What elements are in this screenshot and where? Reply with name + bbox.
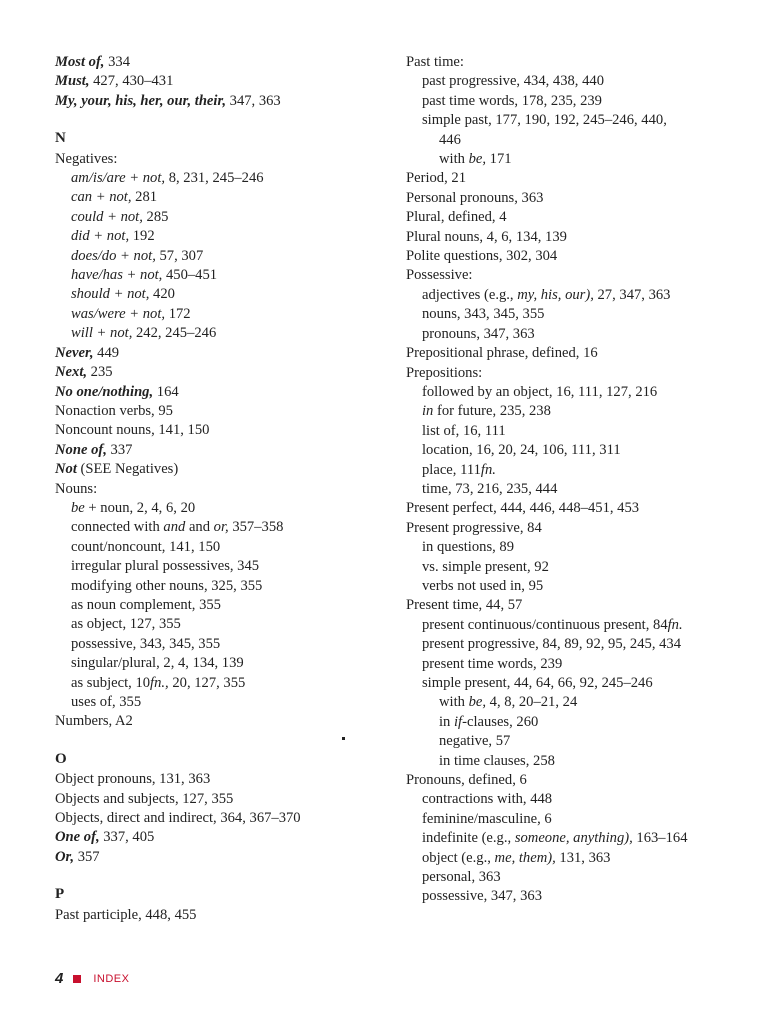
entry-term: should + not, (71, 286, 150, 303)
entry-text-part: with (439, 694, 469, 711)
page-footer (55, 970, 129, 987)
entry-term: did + not, (71, 228, 130, 245)
entry-term: negative, 57 (439, 733, 511, 750)
entry-text-part: 357–358 (228, 519, 284, 536)
entry-text-part: and (163, 519, 186, 536)
index-entry (406, 169, 746, 188)
index-entry (55, 848, 375, 867)
entry-pages: 192 (129, 228, 155, 245)
entry-text-part: fn. (480, 461, 496, 478)
entry-term: My, your, his, her, our, their, (55, 92, 226, 109)
entry-term: am/is/are + not, (71, 170, 166, 187)
entry-term: None of, (55, 441, 107, 458)
index-entry (55, 92, 375, 111)
entry-term: Past time: (406, 54, 464, 70)
index-entry (406, 208, 746, 227)
entry-pages: 334 (104, 54, 131, 70)
entry-term: Present perfect, 444, 446, 448–451, 453 (406, 500, 640, 517)
index-entry (406, 344, 746, 363)
entry-pages: 285 (142, 208, 169, 225)
index-entry (55, 712, 375, 731)
entry-term: Objects, direct and indirect, 364, 367–370 (55, 810, 301, 827)
index-subentry (406, 868, 746, 887)
entry-pages: 337 (106, 441, 133, 458)
entry-term: have/has + not, (71, 267, 163, 284)
section-letter-text: N (55, 130, 66, 147)
entry-term: Past participle, 448, 455 (55, 906, 197, 923)
entry-term: Objects and subjects, 127, 355 (55, 790, 234, 807)
section-letter-text: P (55, 886, 65, 903)
index-subentry (406, 72, 746, 91)
entry-term: possessive, 347, 363 (422, 888, 542, 905)
index-entry (406, 596, 746, 615)
entry-term: 446 (439, 131, 461, 148)
index-subentry (406, 616, 746, 635)
entry-term: Possessive: (406, 267, 473, 284)
entry-text-part: be, (468, 694, 487, 711)
entry-text-part: present continuous/continuous present, 84 (422, 616, 668, 633)
index-entry (406, 247, 746, 266)
index-entry (55, 421, 375, 440)
index-subentry (55, 169, 375, 188)
index-subentry (55, 635, 375, 654)
entry-term: Prepositions: (406, 364, 483, 381)
entry-text-part: me, them), (494, 849, 556, 866)
index-subentry (406, 849, 746, 868)
entry-term: simple present, 44, 64, 66, 92, 245–246 (422, 675, 653, 691)
entry-text-part: fn., (150, 674, 169, 691)
index-subentry (55, 557, 375, 576)
index-entry (55, 72, 375, 91)
stray-dot (342, 737, 345, 740)
entry-term: be (71, 499, 85, 516)
entry-term: past progressive, 434, 438, 440 (422, 73, 604, 90)
index-entry (406, 519, 746, 538)
index-subentry (406, 558, 746, 577)
section-letter (55, 129, 375, 148)
index-subentry (55, 285, 375, 304)
entry-term: uses of, 355 (71, 694, 142, 710)
index-entry (55, 770, 375, 789)
entry-term: Pronouns, defined, 6 (406, 772, 527, 789)
index-subentry (55, 596, 375, 615)
index-entry (406, 228, 746, 247)
index-entry (55, 809, 375, 828)
entry-text-part: be, (468, 151, 487, 168)
entry-pages: (SEE Negatives) (76, 461, 179, 478)
index-subentry (406, 131, 746, 150)
entry-text-part: 4, 8, 20–21, 24 (486, 694, 578, 711)
entry-text-part: if (454, 713, 463, 730)
entry-pages: + noun, 2, 4, 6, 20 (84, 499, 196, 516)
entry-term: Not (55, 461, 77, 478)
entry-term: Must, (55, 73, 90, 90)
entry-text-part: 20, 127, 355 (168, 674, 246, 691)
index-subentry (406, 674, 746, 693)
entry-term: will + not, (71, 325, 133, 342)
index-entry (55, 344, 375, 363)
index-entry (406, 364, 746, 383)
entry-term: simple past, 177, 190, 192, 245–246, 440, (422, 112, 667, 129)
index-subentry (55, 693, 375, 712)
entry-term: Personal pronouns, 363 (406, 189, 544, 206)
entry-term: personal, 363 (422, 869, 501, 886)
entry-text-part: or, (213, 519, 229, 536)
index-subentry (55, 577, 375, 596)
entry-term: list of, 16, 111 (422, 422, 506, 439)
index-subentry (406, 538, 746, 557)
entry-term: Present progressive, 84 (406, 519, 542, 536)
index-subentry (406, 577, 746, 596)
index-column-left (55, 53, 375, 925)
entry-term: as object, 127, 355 (71, 616, 181, 633)
entry-pages: 427, 430–431 (89, 73, 174, 90)
entry-text-part: fn. (667, 616, 683, 633)
entry-term: singular/plural, 2, 4, 134, 139 (71, 655, 244, 672)
index-entry (55, 150, 375, 169)
entry-term: Period, 21 (406, 170, 466, 187)
index-entry (55, 383, 375, 402)
entry-term: pronouns, 347, 363 (422, 325, 535, 342)
entry-term: Numbers, A2 (55, 713, 133, 730)
entry-text-part: place, 111 (422, 461, 481, 478)
entry-term: Or, (55, 848, 75, 865)
index-entry (55, 363, 375, 382)
entry-term: irregular plural possessives, 345 (71, 558, 260, 575)
index-subentry (55, 227, 375, 246)
index-subentry (406, 829, 746, 848)
entry-term: Object pronouns, 131, 363 (55, 771, 211, 788)
index-subentry (55, 188, 375, 207)
entry-text-part: in (439, 713, 454, 730)
index-entry (55, 441, 375, 460)
entry-term: modifying other nouns, 325, 355 (71, 577, 263, 594)
entry-pages: 8, 231, 245–246 (165, 170, 264, 187)
index-subentry (406, 461, 746, 480)
entry-term: Polite questions, 302, 304 (406, 248, 558, 265)
index-subentry (406, 887, 746, 906)
entry-text-part: connected with (71, 519, 164, 536)
entry-term: followed by an object, 16, 111, 127, 216 (422, 383, 658, 400)
index-subentry (55, 247, 375, 266)
entry-text-part: indefinite (e.g., (422, 830, 515, 847)
index-entry (406, 189, 746, 208)
index-subentry (406, 150, 746, 169)
entry-text-part: as subject, 10 (71, 674, 151, 691)
entry-pages: 164 (153, 383, 179, 400)
index-entry (406, 499, 746, 518)
entry-term: verbs not used in, 95 (422, 577, 544, 594)
entry-term: present progressive, 84, 89, 92, 95, 245, 434 (422, 636, 682, 653)
index-subentry (406, 655, 746, 674)
entry-term: present time words, 239 (422, 655, 563, 672)
entry-term: was/were + not, (71, 305, 166, 322)
index-entry (55, 480, 375, 499)
index-subentry (55, 538, 375, 557)
entry-term: Present time, 44, 57 (406, 597, 523, 614)
index-subentry (406, 402, 746, 421)
entry-text-part: someone, anything), (514, 830, 633, 847)
entry-term: Most of, (55, 54, 105, 70)
footer-square-icon (73, 975, 81, 983)
index-entry (55, 906, 375, 925)
entry-text-part: and (185, 519, 214, 536)
entry-term: feminine/masculine, 6 (422, 810, 552, 827)
footer-label: INDEX (93, 972, 130, 985)
entry-pages: 347, 363 (226, 92, 281, 109)
index-subentry (406, 383, 746, 402)
entry-text-part: -clauses, 260 (462, 713, 539, 730)
entry-text-part: object (e.g., (422, 849, 495, 866)
index-subentry (55, 518, 375, 537)
index-subentry (406, 286, 746, 305)
entry-pages: 357 (74, 848, 100, 865)
entry-term: location, 16, 20, 24, 106, 111, 311 (422, 442, 621, 459)
entry-term: nouns, 343, 345, 355 (422, 306, 545, 323)
entry-pages: 420 (149, 286, 175, 303)
index-subentry (406, 713, 746, 732)
entry-term: can + not, (71, 189, 132, 206)
entry-text-part: with (439, 151, 469, 168)
entry-text-part: my, his, our), (517, 286, 594, 303)
entry-text-part: in (422, 403, 434, 420)
entry-text-part: 131, 363 (555, 849, 611, 866)
entry-text-part: for future, 235, 238 (433, 403, 551, 420)
section-letter (55, 750, 375, 769)
entry-term: Nonaction verbs, 95 (55, 402, 173, 419)
entry-pages: 281 (131, 189, 158, 206)
entry-term: vs. simple present, 92 (422, 558, 549, 575)
entry-pages: 449 (93, 344, 120, 361)
index-subentry (406, 441, 746, 460)
entry-term: Noncount nouns, 141, 150 (55, 422, 210, 439)
entry-term: Nouns: (55, 480, 98, 497)
index-subentry (406, 111, 746, 130)
entry-pages: 242, 245–246 (132, 325, 217, 342)
index-entry (406, 771, 746, 790)
entry-term: Never, (55, 344, 94, 361)
index-subentry (406, 732, 746, 751)
entry-term: in time clauses, 258 (439, 752, 555, 769)
entry-term: Negatives: (55, 150, 118, 167)
entry-term: possessive, 343, 345, 355 (71, 635, 221, 652)
index-subentry (406, 810, 746, 829)
section-letter-text: O (55, 750, 67, 767)
index-subentry (406, 790, 746, 809)
index-entry (55, 828, 375, 847)
entry-term: One of, (55, 829, 100, 846)
index-subentry (55, 615, 375, 634)
index-entry (55, 460, 375, 479)
entry-term: Next, (55, 364, 88, 381)
entry-term: does/do + not, (71, 247, 156, 264)
entry-term: could + not, (71, 208, 143, 225)
index-entry (55, 790, 375, 809)
index-subentry (406, 635, 746, 654)
entry-term: No one/nothing, (55, 383, 154, 400)
entry-term: Plural nouns, 4, 6, 134, 139 (406, 228, 567, 245)
index-subentry (406, 480, 746, 499)
index-entry (406, 266, 746, 285)
index-subentry (406, 325, 746, 344)
index-subentry (55, 208, 375, 227)
page-number: 4 (55, 970, 64, 987)
index-entry (55, 402, 375, 421)
index-column-right (406, 53, 746, 907)
index-subentry (406, 422, 746, 441)
entry-pages: 337, 405 (99, 829, 155, 846)
index-subentry (406, 305, 746, 324)
entry-term: Plural, defined, 4 (406, 209, 507, 226)
entry-term: contractions with, 448 (422, 791, 553, 808)
index-subentry (55, 324, 375, 343)
index-subentry (406, 693, 746, 712)
entry-text-part: adjectives (e.g., (422, 286, 518, 303)
index-subentry (55, 654, 375, 673)
index-subentry (55, 674, 375, 693)
entry-pages: 235 (87, 364, 113, 381)
entry-pages: 172 (165, 305, 191, 322)
index-subentry (55, 266, 375, 285)
index-subentry (406, 752, 746, 771)
entry-term: count/noncount, 141, 150 (71, 538, 221, 555)
entry-text-part: 163–164 (632, 830, 688, 847)
entry-text-part: 27, 347, 363 (593, 286, 671, 303)
section-letter (55, 885, 375, 904)
entry-term: in questions, 89 (422, 539, 515, 556)
entry-pages: 57, 307 (155, 247, 204, 264)
entry-text-part: 171 (486, 151, 512, 168)
entry-term: as noun complement, 355 (71, 596, 221, 613)
index-entry (406, 53, 746, 72)
entry-term: past time words, 178, 235, 239 (422, 92, 602, 109)
index-entry (55, 53, 375, 72)
entry-term: time, 73, 216, 235, 444 (422, 480, 558, 497)
entry-pages: 450–451 (162, 267, 218, 284)
index-subentry (55, 499, 375, 518)
index-subentry (55, 305, 375, 324)
entry-term: Prepositional phrase, defined, 16 (406, 345, 598, 362)
index-subentry (406, 92, 746, 111)
